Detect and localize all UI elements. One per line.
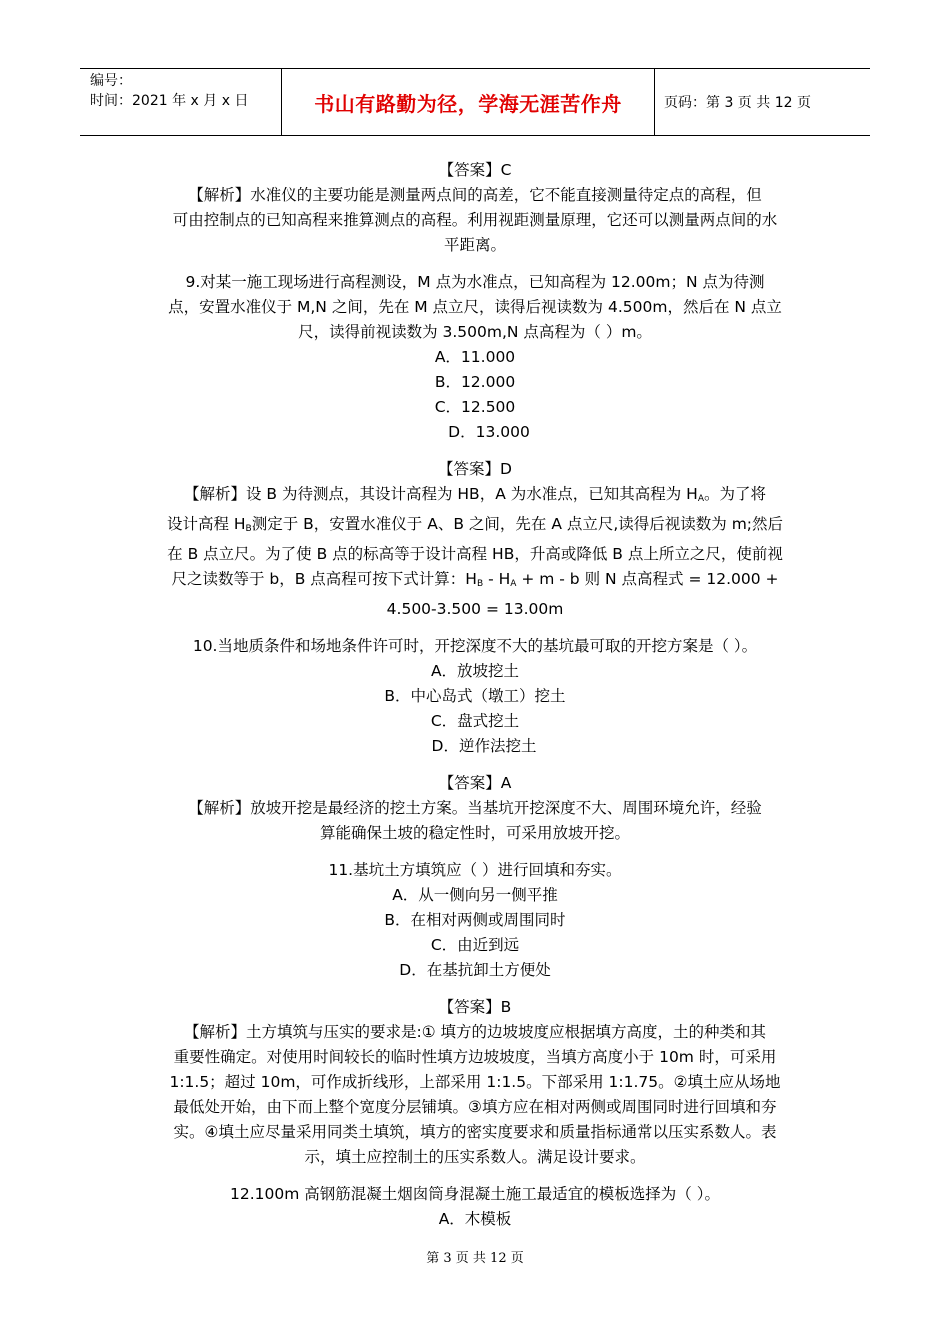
page-header [80, 68, 870, 136]
q10-answer: 【答案】A [438, 774, 512, 792]
q9-analysis-line: 尺之读数等于 b，B 点高程可按下式计算：$H_B - H_A + m - b$ 则 N 点高程式 = 12.000 + [171, 570, 779, 589]
q9-stem-line: 9.对某一施工现场进行高程测设，M 点为水准点，已知高程为 12.00m；N 点为待测 [185, 273, 765, 291]
q11-analysis-line: 最低处开始，由下而上整个宽度分层铺填。③填方应在相对两侧或周围同时进行回填和夯 [173, 1098, 777, 1116]
q10-option: A．放坡挖土 [430, 662, 520, 680]
q10-stem: 10.当地质条件和场地条件许可时，开挖深度不大的基坑最可取的开挖方案是（ ）。 [192, 637, 758, 655]
q8-analysis-line: 平距离。 [443, 236, 506, 254]
q8-answer: 【答案】C [438, 161, 512, 179]
q10-option: B．中心岛式（墩工）挖土 [384, 687, 566, 705]
document-number-label: 编号： [90, 73, 132, 89]
header-meta [80, 69, 282, 135]
q11-answer: 【答案】B [438, 998, 512, 1016]
q8-analysis-line: 可由控制点的已知高程来推算测点的高程。利用视距测量原理，它还可以测量两点间的水 [172, 211, 778, 229]
q8-analysis-line: 【解析】水准仪的主要功能是测量两点间的高差，它不能直接测量待定点的高程，但 [188, 186, 762, 204]
q9-option: D．13.000 [448, 423, 530, 441]
q9-analysis-line: 4.500-3.500 = 13.00m [386, 600, 564, 618]
q9-stem-line: 点，安置水准仪于 M,N 之间，先在 M 点立尺，读得后视读数为 4.500m，然后在 N 点立 [168, 298, 782, 316]
header-motto: 书山有路勤为径，学海无涯苦作舟 [282, 69, 655, 135]
q9-analysis-line: 在 B 点立尺。为了使 B 点的标高等于设计高程 HB，升高或降低 B 点上所立之尺，使前视 [167, 545, 783, 563]
page-footer: 第 3 页 共 12 页 [426, 1251, 524, 1266]
q11-option: B．在相对两侧或周围同时 [384, 911, 566, 929]
q10-option: C．盘式挖土 [430, 712, 520, 730]
document-body [140, 158, 810, 1232]
header-page-info: 页码：第 3 页 共 12 页 [664, 95, 811, 111]
q9-stem-line: 尺，读得前视读数为 3.500m,N 点高程为（ ）m。 [298, 323, 652, 341]
q12-option: A．木模板 [438, 1210, 512, 1228]
q12-stem: 12.100m 高钢筋混凝土烟囱筒身混凝土施工最适宜的模板选择为（ ）。 [230, 1185, 720, 1203]
q11-stem: 11.基坑土方填筑应（ ）进行回填和夯实。 [328, 861, 622, 879]
document-date: 时间：2021 年 x 月 x 日 [90, 93, 249, 109]
q10-option: D．逆作法挖土 [431, 737, 537, 755]
q9-option: C．12.500 [434, 398, 516, 416]
q9-answer: 【答案】D [438, 460, 512, 478]
q9-option: B．12.000 [434, 373, 516, 391]
q11-option: D．在基抗卸土方便处 [399, 961, 551, 979]
q11-option: A．从一侧向另一侧平推 [392, 886, 558, 904]
q10-analysis-line: 算能确保土坡的稳定性时，可采用放坡开挖。 [319, 824, 630, 842]
q11-analysis-line: 【解析】土方填筑与压实的要求是:① 填方的边坡坡度应根据填方高度，土的种类和其 [183, 1023, 767, 1041]
q11-analysis-line: 实。④填土应尽量采用同类土填筑，填方的密实度要求和质量指标通常以压实系数人。表 [173, 1123, 777, 1141]
q9-option: A．11.000 [434, 348, 516, 366]
q9-analysis-line: 设计高程 $H_B$测定于 B，安置水准仪于 A、B 之间，先在 A 点立尺,读得后视读数为 m;然后 [166, 515, 784, 534]
q11-analysis-line: 1:1.5；超过 10m，可作成折线形，上部采用 1:1.5。下部采用 1:1.75。②填土应从场地 [169, 1073, 781, 1091]
q11-option: C．由近到远 [430, 936, 520, 954]
q10-analysis-line: 【解析】放坡开挖是最经济的挖土方案。当基坑开挖深度不大、周围环境允许，经验 [188, 799, 762, 817]
q9-analysis-line: 【解析】设 B 为待测点，其设计高程为 HB，A 为水准点，已知其高程为 $H_A$。为了将 [183, 485, 766, 504]
q11-analysis-line: 重要性确定。对使用时间较长的临时性填方边坡坡度，当填方高度小于 10m 时，可采用 [173, 1048, 777, 1066]
q11-analysis-line: 示，填土应控制土的压实系数人。满足设计要求。 [304, 1148, 646, 1166]
